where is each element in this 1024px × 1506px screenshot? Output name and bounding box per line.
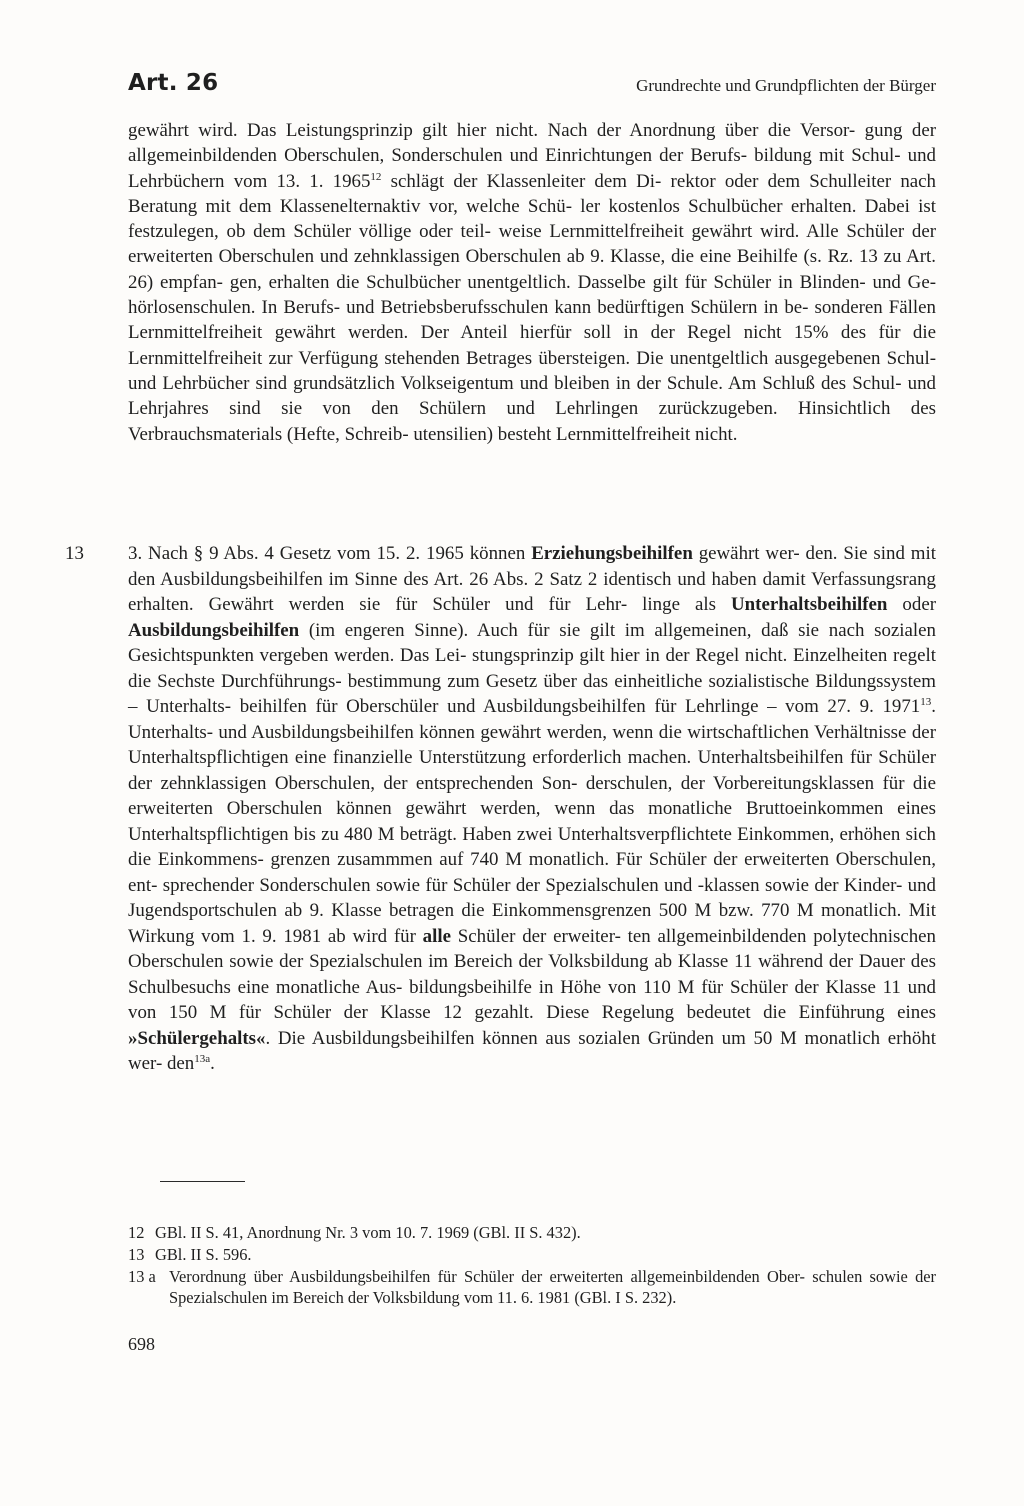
text: (im engeren Sinne). Auch für sie gilt im allgemeinen, daß sie nach sozialen Gesichtspunkten vergeben werden. Das Lei- stungsprinzip gilt hier in der Regel nicht. Einzelheiten regelt die Sechste Durchführungs- bestimmung zum Gesetz über das einheitliche sozialistische Bildungssystem – Unterhalts- beihilfen für Oberschüler und Ausbildungsbeihilfen für Lehrlinge – vom 27. 9. 1971 [128,619,936,717]
footnote [128,1222,936,1243]
text: oder [887,594,936,615]
footnote-ref: 13a [194,1053,211,1065]
line: gung der allgemeinbildenden Oberschulen, Sonderschulen und Einrichtungen der Berufs- [128,120,937,167]
page-number: 698 [128,1334,155,1354]
article-heading: Art. 26 [128,70,219,96]
running-title: Grundrechte und Grundpflichten der Bürger [636,76,936,95]
text: gewährt wer- den. Sie sind mit den Ausbildungsbeihilfen im Sinne des Art. 26 Abs. 2 Satz 2 identisch und haben damit Verfassungsrang erhalten. Gewährt werden sie für Schüler und für Lehr- linge als [128,543,936,615]
footnote-mark: 13 [128,1245,145,1264]
footnote [128,1266,936,1307]
text: Schüler der erweiter- ten allgemeinbildenden polytechnischen Oberschulen sowie der Spezialschulen im Bereich der Volksbildung ab Klasse 11 während der Dauer des Schulbesuchs eine monatliche Aus- bildungsbeihilfe in Höhe von 110 M für Schüler der Klasse 11 und von 150 M für Schüler der Klasse 12 gezahlt. Diese Regelung bedeutet die Einführung eines [128,925,936,1023]
page-header [128,70,936,110]
paragraph-text: rektor oder dem Schulleiter nach Beratung mit dem Klassenelternaktiv vor, welche Schü- ler kostenlos Schulbücher erhalten. Dabei ist festzulegen, ob dem Schüler völlige oder teil- weise Lernmittelfreiheit gewährt wird. Alle Schüler der erweiterten Oberschulen und zehnklassigen Oberschulen ab 9. Klasse, die eine Beihilfe (s. Rz. 13 zu Art. 26) empfan- gen, erhalten die Schulbücher unentgeltlich. Dasselbe gilt für Schüler in Blinden- und Ge- hörlosenschulen. In Berufs- und Betriebsberufsschulen kann bedürftigen Schülern in be- sonderen Fällen Lernmittelfreiheit gewährt werden. Der Anteil hierfür soll in der Regel nicht 15% des für die Lernmittelfreiheit zur Verfügung stehenden Betrages übersteigen. Die unentgeltlich ausgegebenen Schul- und Lehrbücher sind grundsätzlich Volkseigentum und bleiben in der Schule. Am Schluß des Schul- und Lehrjahres sind sie von den Schülern und Lehrlingen zurückzugeben. Hinsichtlich des Verbrauchsmaterials (Hefte, Schreib- utensilien) besteht Lernmittelfreiheit nicht. [128,170,936,445]
bold-term: »Schülergehalts« [128,1027,266,1049]
line: schlägt der Klassenleiter dem Di- [381,170,662,192]
paragraph-section-13 [128,541,936,1077]
footnote-divider [160,1181,245,1182]
margin-number: 13 [65,543,84,564]
footnote-mark: 12 [128,1223,145,1242]
footnote-ref: 13 [920,696,932,708]
bold-term: alle [422,925,451,947]
footnote [128,1244,936,1265]
paragraph-continued [128,118,936,447]
line: bildung mit Schul- und Lehrbüchern vom 13. 1. 1965 [128,145,936,192]
text: 3. Nach § 9 Abs. 4 Gesetz vom 15. 2. 1965 können [128,543,532,564]
text: . Die Ausbildungsbeihilfen können aus sozialen Gründen um 50 M monatlich erhöht wer- den [128,1027,936,1074]
footnote-text: GBl. II S. 596. [155,1245,252,1264]
text: . [210,1053,215,1074]
footnote-mark: 13 a [128,1267,156,1286]
text: . Unterhalts- und Ausbildungsbeihilfen können gewährt werden, wenn die wirtschaftlichen Verhältnisse der Unterhaltspflichtigen eine finanzielle Unterstützung erforderlich machen. Unterhaltsbeihilfen für Schüler der zehnklassigen Oberschulen, der entsprechenden Son- derschulen, der Vorbereitungsklassen für die erweiterten Oberschulen können gewährt werden, wenn das monatliche Bruttoeinkommen eines Unterhaltspflichtigen bis zu 480 M beträgt. Haben zwei Unterhaltsverpflichtete Einkommen, erhöhen sich die Einkommens- grenzen zusammmen auf 740 M monatlich. Für Schüler der erweiterten Oberschulen, ent- sprechender Sonderschulen sowie für Schüler der Spezialschulen und -klassen sowie der Kinder- und Jugendsportschulen ab 9. Klasse betragen die Einkommensgrenzen 500 M bzw. 770 M monatlich. Mit Wirkung vom 1. 9. 1981 ab wird für [128,696,936,947]
bold-term: Erziehungsbeihilfen [531,543,693,564]
line: gewährt wird. Das Leistungsprinzip gilt hier nicht. Nach der Anordnung über die Versor- [128,120,856,141]
bold-term: Ausbildungsbeihilfen [128,619,300,641]
footnote-text: Verordnung über Ausbildungsbeihilfen für Schüler der erweiterten allgemeinbildenden Ober- schulen sowie der Spezialschulen im Bereich der Volksbildung vom 11. 6. 1981 (GBl. I S. 232). [169,1267,936,1307]
footnote-ref: 12 [370,170,382,183]
footnote-text: GBl. II S. 41, Anordnung Nr. 3 vom 10. 7. 1969 (GBl. II S. 432). [155,1223,581,1242]
bold-term: Unterhaltsbeihilfen [731,594,888,615]
